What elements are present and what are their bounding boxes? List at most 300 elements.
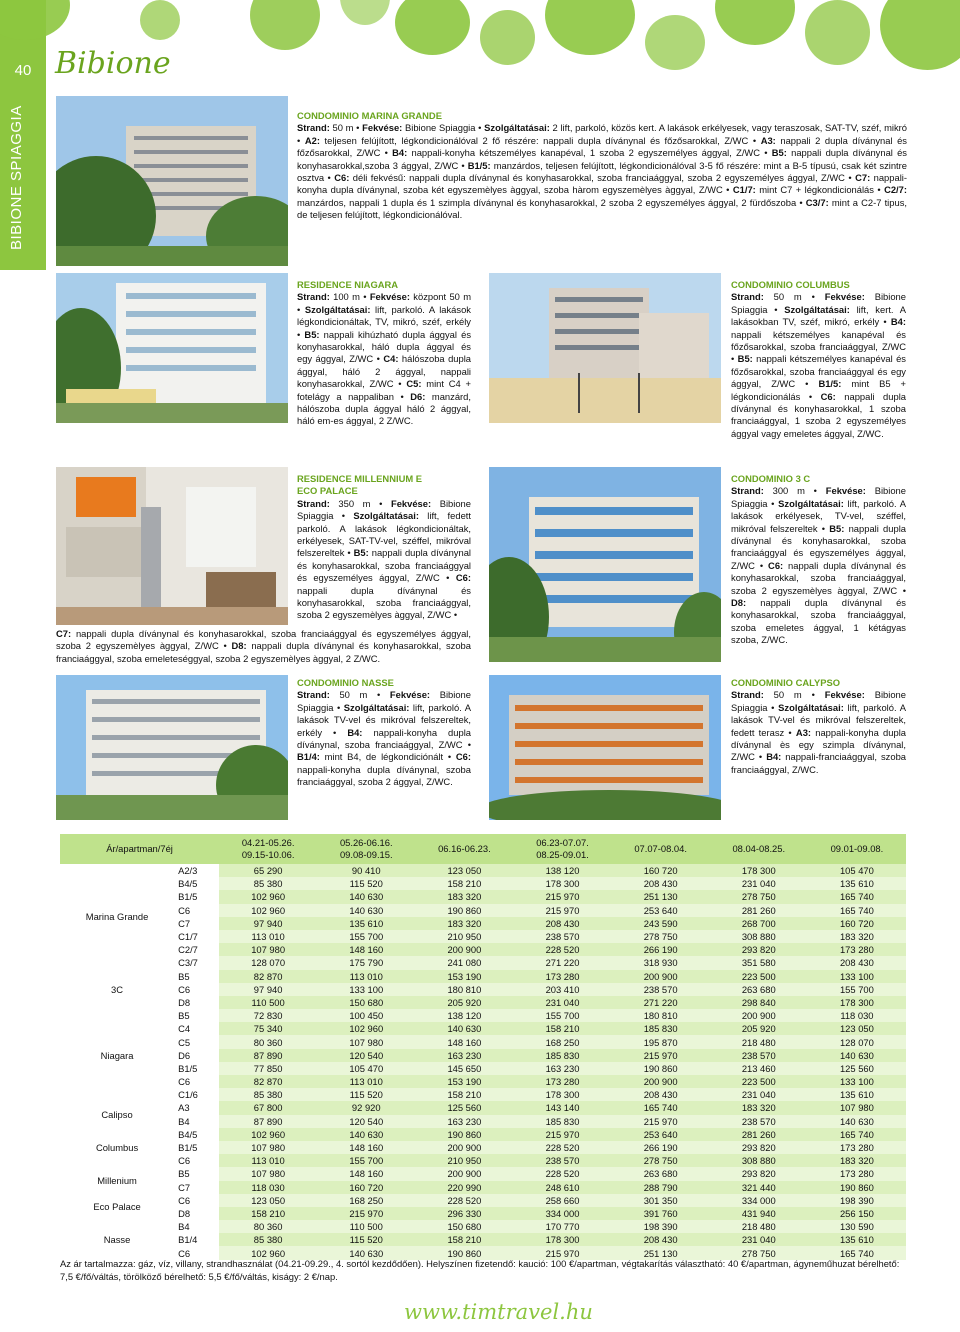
price-table-accommodation: Eco Palace	[60, 1194, 174, 1220]
price-table-cell: 72 830	[219, 1009, 317, 1022]
eco-palace-title: ECO PALACE	[297, 485, 358, 497]
price-table-cell: 210 950	[415, 1154, 513, 1167]
photo-millennium-interior	[56, 467, 288, 625]
price-table-cell: 102 960	[219, 890, 317, 903]
price-table-cell: 97 940	[219, 917, 317, 930]
price-table-row	[60, 877, 906, 890]
price-table-cell: 183 320	[710, 1101, 808, 1114]
price-table-apartment-type: C1/6	[174, 1088, 219, 1101]
price-table-cell: 238 570	[612, 983, 710, 996]
price-table-cell: 301 350	[612, 1194, 710, 1207]
price-table-cell: 215 970	[612, 1115, 710, 1128]
price-table-cell: 190 860	[415, 1128, 513, 1141]
price-table-cell: 82 870	[219, 970, 317, 983]
price-table-cell: 77 850	[219, 1062, 317, 1075]
price-table-cell: 105 470	[808, 864, 906, 877]
price-table-row	[60, 904, 906, 917]
niagara-description: RESIDENCE NIAGARA Strand: 100 m • Fekvése: központ 50 m • Szolgáltatásai: lift, parkoló. A lakások légkondicionáltak, TV, mikró, széf, erkély • B5: nappali kihúzható dupla ággyal és konyhasarokkal, háló dupla ággyal és egy ággyal, Z/WC • C4: hálószoba dupla ággyal, háló 2 ággyal, nappali konyhasarokkal, Z/WC • C5: mint C4 + fotelágy a nappaliban • D6: manzárd, hálószoba dupla ággyal háló 2 ággyal, háló em-es ággyal, 2 Z/WC.	[297, 279, 472, 427]
price-table-cell: 173 280	[513, 1075, 611, 1088]
price-table-cell: 110 500	[219, 996, 317, 1009]
price-table-cell: 165 740	[808, 1128, 906, 1141]
price-table-accommodation: Calipso	[60, 1101, 174, 1127]
columbus-description: CONDOMINIO COLUMBUS Strand: 50 m • Fekvése: Bibione Spiaggia • Szolgáltatásai: lift, kert. A lakásokban TV, széf, mikró, erkély • B4: nappali kétszemélyes kanapéval és főzősarokkal, szoba franciaággyal, Z/WC • B5: nappali kétszemélyes kanapéval és főzősarokkal, szoba franciaággyal és egy ággyal, Z/WC • B1/5: mint B5 + légkondicionálás • C6: nappali dupla díványnal és konyhasarokkal, 1 szoba franciaággyal, 1 szoba 2 egyszemélyes ággyal vagy emeletes ággyal, Z/WC.	[731, 279, 906, 439]
price-table-cell: 135 610	[808, 1088, 906, 1101]
price-table-cell: 238 570	[710, 1049, 808, 1062]
price-table-apartment-type: B4/5	[174, 877, 219, 890]
price-table-cell: 165 740	[808, 1246, 906, 1259]
price-table-cell: 228 520	[513, 943, 611, 956]
price-table-cell: 158 210	[415, 1088, 513, 1101]
price-table-corner: Ár/apartman/7éj	[60, 834, 219, 864]
photo-condominio-nasse	[56, 675, 288, 820]
price-table-row	[60, 1049, 906, 1062]
price-table-cell: 205 920	[415, 996, 513, 1009]
price-table-cell: 190 860	[415, 1246, 513, 1259]
price-table-cell: 118 030	[219, 1181, 317, 1194]
price-table-cell: 205 920	[710, 1022, 808, 1035]
price-table-cell: 263 680	[710, 983, 808, 996]
price-table-cell: 67 800	[219, 1101, 317, 1114]
price-table-apartment-type: C5	[174, 1035, 219, 1048]
price-table-cell: 125 560	[808, 1062, 906, 1075]
price-table-apartment-type: C7	[174, 1181, 219, 1194]
price-table-cell: 208 430	[612, 1088, 710, 1101]
price-table-cell: 123 050	[415, 864, 513, 877]
price-table-cell: 107 980	[219, 1167, 317, 1180]
price-table-cell: 105 470	[317, 1062, 415, 1075]
price-table-cell: 256 150	[808, 1207, 906, 1220]
price-table-apartment-type: A2/3	[174, 864, 219, 877]
photo-marina-grande	[56, 96, 288, 266]
price-table-cell: 120 540	[317, 1049, 415, 1062]
destination-logo: Bibione	[55, 46, 171, 81]
price-table-cell: 115 520	[317, 1088, 415, 1101]
price-table-cell: 107 980	[219, 943, 317, 956]
price-table-apartment-type: B1/5	[174, 1062, 219, 1075]
price-table-cell: 140 630	[317, 904, 415, 917]
price-table-apartment-type: B4	[174, 1115, 219, 1128]
price-table-cell: 165 740	[612, 1101, 710, 1114]
price-table-cell: 173 280	[513, 970, 611, 983]
price-table-cell: 258 660	[513, 1194, 611, 1207]
price-table-apartment-type: C6	[174, 1194, 219, 1207]
price-table-row	[60, 1062, 906, 1075]
price-table-cell: 215 970	[317, 1207, 415, 1220]
decorative-circles	[0, 0, 960, 110]
website-url: www.timtravel.hu	[404, 1300, 593, 1324]
price-table-cell: 241 080	[415, 956, 513, 969]
niagara-title: RESIDENCE NIAGARA	[297, 279, 399, 290]
price-table-cell: 334 000	[513, 1207, 611, 1220]
price-table-row	[60, 1088, 906, 1101]
price-table-cell: 135 610	[808, 877, 906, 890]
price-table-cell: 334 000	[710, 1194, 808, 1207]
price-table-row	[60, 1141, 906, 1154]
price-table-cell: 431 940	[710, 1207, 808, 1220]
price-table-cell: 133 100	[808, 1075, 906, 1088]
price-table-cell: 85 380	[219, 1088, 317, 1101]
price-table-period-header: 06.23-07.07. 08.25-09.01.	[513, 834, 611, 864]
price-table-cell: 178 300	[513, 1088, 611, 1101]
price-table-cell: 107 980	[808, 1101, 906, 1114]
price-table-cell: 153 190	[415, 1075, 513, 1088]
price-table-cell: 266 190	[612, 1141, 710, 1154]
price-table-row	[60, 956, 906, 969]
price-table-cell: 281 260	[710, 1128, 808, 1141]
price-table-cell: 153 190	[415, 970, 513, 983]
price-table-cell: 145 650	[415, 1062, 513, 1075]
price-table-cell: 148 160	[415, 1035, 513, 1048]
price-table-cell: 278 750	[710, 1246, 808, 1259]
price-table-cell: 215 970	[513, 1128, 611, 1141]
price-table-cell: 160 720	[808, 917, 906, 930]
price-table-apartment-type: D8	[174, 1207, 219, 1220]
price-table-apartment-type: C7	[174, 917, 219, 930]
price-table-accommodation: Nasse	[60, 1220, 174, 1260]
price-table-cell: 253 640	[612, 904, 710, 917]
price-table-period-header: 04.21-05.26. 09.15-10.06.	[219, 834, 317, 864]
price-table-cell: 113 010	[219, 1154, 317, 1167]
page-number: 40	[14, 62, 32, 79]
price-table-cell: 293 820	[710, 1141, 808, 1154]
price-table-apartment-type: D6	[174, 1049, 219, 1062]
price-table-cell: 200 900	[415, 1141, 513, 1154]
photo-condominio-3c	[489, 467, 721, 662]
price-table-cell: 155 700	[513, 1009, 611, 1022]
price-table-cell: 135 610	[808, 1233, 906, 1246]
price-table-apartment-type: C6	[174, 1154, 219, 1167]
price-table-cell: 173 280	[808, 1167, 906, 1180]
price-table-apartment-type: C4	[174, 1022, 219, 1035]
price-table-cell: 266 190	[612, 943, 710, 956]
price-table-cell: 198 390	[612, 1220, 710, 1233]
price-table-cell: 123 050	[219, 1194, 317, 1207]
price-table-cell: 155 700	[317, 930, 415, 943]
price-table-row	[60, 1233, 906, 1246]
price-table-apartment-type: B4/5	[174, 1128, 219, 1141]
price-table-apartment-type: B5	[174, 970, 219, 983]
photo-condominio-calypso	[489, 675, 721, 820]
price-table-cell: 200 900	[710, 1009, 808, 1022]
photo-residence-niagara	[56, 273, 288, 423]
price-table-cell: 168 250	[317, 1194, 415, 1207]
price-table-row	[60, 983, 906, 996]
side-label: BIBIONE SPIAGGIA	[8, 105, 25, 250]
price-table-period-header: 05.26-06.16. 09.08-09.15.	[317, 834, 415, 864]
price-table-cell: 155 700	[808, 983, 906, 996]
price-table-cell: 238 570	[710, 1115, 808, 1128]
price-table-cell: 213 460	[710, 1062, 808, 1075]
price-table-cell: 200 900	[612, 970, 710, 983]
price-table-cell: 100 450	[317, 1009, 415, 1022]
price-table-cell: 223 500	[710, 970, 808, 983]
price-table-cell: 351 580	[710, 956, 808, 969]
price-table-cell: 113 010	[219, 930, 317, 943]
price-table-cell: 140 630	[415, 1022, 513, 1035]
price-table-cell: 200 900	[415, 1167, 513, 1180]
price-table-row	[60, 996, 906, 1009]
price-table-cell: 80 360	[219, 1035, 317, 1048]
price-table-cell: 158 210	[513, 1022, 611, 1035]
price-table-cell: 123 050	[808, 1022, 906, 1035]
price-table-cell: 85 380	[219, 877, 317, 890]
price-table-cell: 231 040	[710, 1088, 808, 1101]
price-table-cell: 160 720	[612, 864, 710, 877]
price-table-cell: 102 960	[219, 904, 317, 917]
price-table-cell: 208 430	[612, 1233, 710, 1246]
price-table-cell: 220 990	[415, 1181, 513, 1194]
condominio-3c-description: CONDOMINIO 3 C Strand: 300 m • Fekvése: Bibione Spiaggia • Szolgáltatásai: lift, parkoló. A lakások erkélyesek, TV-vel, széffel, mikróval felszereltek • B5: nappali dupla díványnal és konyhasarokkal, szoba franciaággyal és egyszemélyes ággyal, Z/WC • C6: nappali dupla díványnal és konyhasarokkal, szoba franciaággyal, szoba 2 egyszemèlyes àggyal, Z/WC • D8: nappali dupla díványnal és konyhasarokkal, szoba franciaággyal, szoba emeletes ággyal, 1 kétágyas szoba, Z/WC.	[731, 473, 906, 646]
nasse-description: CONDOMINIO NASSE Strand: 50 m • Fekvése: Bibione Spiaggia • Szolgáltatásai: lift, parkoló. A lakások TV-vel és mikróval felszereltek, erkély • B4: nappali-konyha dupla díványnal, szoba franciaággyal, Z/WC • B1/4: mint B4, de légkondiciónált • C6: nappali-konyha dupla díványnal, szoba franciaággyal, szoba 2 ággyal, Z/WC.	[297, 677, 472, 788]
price-table-cell: 92 920	[317, 1101, 415, 1114]
price-table-cell: 165 740	[808, 904, 906, 917]
price-table-accommodation: Niagara	[60, 1009, 174, 1101]
price-table-apartment-type: B1/5	[174, 1141, 219, 1154]
price-table-cell: 208 430	[612, 877, 710, 890]
price-table-cell: 228 520	[415, 1194, 513, 1207]
price-table-cell: 135 610	[317, 917, 415, 930]
price-table-cell: 200 900	[612, 1075, 710, 1088]
price-table-cell: 90 410	[317, 864, 415, 877]
price-table-cell: 183 320	[415, 890, 513, 903]
price-table-header	[60, 834, 906, 864]
price-table-cell: 140 630	[317, 890, 415, 903]
price-table-cell: 150 680	[415, 1220, 513, 1233]
price-table-cell: 268 700	[710, 917, 808, 930]
price-table-cell: 223 500	[710, 1075, 808, 1088]
calypso-description: CONDOMINIO CALYPSO Strand: 50 m • Fekvése: Bibione Spiaggia • Szolgáltatásai: lift, parkoló. A lakások TV-vel és mikróval felszereltek, fedett terasz • A3: nappali-konyha dupla díványnal ès egy szimpla díványnal, Z/WC • B4: nappali-franciaággyal, szoba franciaággyal, Z/WC.	[731, 677, 906, 775]
price-table-cell: 178 300	[808, 996, 906, 1009]
price-table-cell: 160 720	[317, 1181, 415, 1194]
price-table-cell: 107 980	[219, 1141, 317, 1154]
price-table-cell: 210 950	[415, 930, 513, 943]
price-table-cell: 85 380	[219, 1233, 317, 1246]
price-table-cell: 278 750	[612, 1154, 710, 1167]
price-table-cell: 215 970	[513, 890, 611, 903]
price-table-cell: 125 560	[415, 1101, 513, 1114]
price-table-cell: 185 830	[513, 1049, 611, 1062]
price-table-cell: 183 320	[808, 1154, 906, 1167]
price-table-cell: 148 160	[317, 1167, 415, 1180]
price-table-cell: 133 100	[808, 970, 906, 983]
price-table-cell: 113 010	[317, 970, 415, 983]
price-table-row	[60, 943, 906, 956]
millennium-description-continued: C7: nappali dupla díványnal és konyhasarokkal, szoba franciaággyal és egyszemélyes ággyal, szoba 2 egyszemèlyes àggyal, Z/WC • D8: nappali dupla díványnal és konyhasarokkal, szoba franciaággyal, szoba emeleteséggyal, szoba 2 egyszemèlyes àggyal, 2 Z/WC.	[56, 628, 471, 664]
price-table-cell: 185 830	[612, 1022, 710, 1035]
price-table-cell: 175 790	[317, 956, 415, 969]
price-table-cell: 155 700	[317, 1154, 415, 1167]
price-table-cell: 102 960	[219, 1246, 317, 1259]
price-table-cell: 138 120	[415, 1009, 513, 1022]
price-table-apartment-type: B1/5	[174, 890, 219, 903]
price-table-cell: 75 340	[219, 1022, 317, 1035]
price-table-cell: 248 610	[513, 1181, 611, 1194]
price-table-row	[60, 1101, 906, 1114]
price-table-cell: 87 890	[219, 1049, 317, 1062]
price-table-apartment-type: C1/7	[174, 930, 219, 943]
price-table-cell: 128 070	[219, 956, 317, 969]
price-footnote: Az ár tartalmazza: gáz, víz, villany, strandhasználat (04.21-09.29., 4. sortól kezdődően). Helyszínen fizetendő: kaució: 100 €/apartman, végtakarítás választható: 40 €/apartman, ágyneműhuzat bérelhető: 7,5 €/fő/váltás, törölköző bérelhető: 5,5 €/fő/váltás, kiságy: 2 €/nap.	[60, 1258, 900, 1282]
price-table-cell: 163 230	[415, 1049, 513, 1062]
price-table-cell: 138 120	[513, 864, 611, 877]
price-table-cell: 215 970	[513, 1246, 611, 1259]
price-table-cell: 228 520	[513, 1167, 611, 1180]
price-table-cell: 113 010	[317, 1075, 415, 1088]
price-table-row	[60, 1167, 906, 1180]
marina-grande-title: CONDOMINIO MARINA GRANDE	[297, 110, 442, 121]
price-table-cell: 148 160	[317, 1141, 415, 1154]
price-table-row	[60, 930, 906, 943]
price-table-cell: 271 220	[513, 956, 611, 969]
price-table-cell: 318 930	[612, 956, 710, 969]
price-table-row	[60, 1181, 906, 1194]
price-table-apartment-type: C3/7	[174, 956, 219, 969]
price-table-cell: 278 750	[612, 930, 710, 943]
price-table-row	[60, 1154, 906, 1167]
calypso-title: CONDOMINIO CALYPSO	[731, 677, 841, 688]
price-table-cell: 231 040	[710, 877, 808, 890]
price-table-cell: 158 210	[415, 877, 513, 890]
price-table-cell: 231 040	[513, 996, 611, 1009]
price-table-cell: 238 570	[513, 1154, 611, 1167]
price-table-cell: 185 830	[513, 1115, 611, 1128]
price-table-cell: 150 680	[317, 996, 415, 1009]
price-table-cell: 140 630	[808, 1049, 906, 1062]
price-table-cell: 110 500	[317, 1220, 415, 1233]
price-table-cell: 293 820	[710, 1167, 808, 1180]
price-table-row	[60, 1115, 906, 1128]
price-table-row	[60, 864, 906, 877]
price-table-cell: 208 430	[513, 917, 611, 930]
price-table-cell: 140 630	[317, 1128, 415, 1141]
price-table-cell: 190 860	[808, 1181, 906, 1194]
price-table-cell: 180 810	[415, 983, 513, 996]
price-table-cell: 238 570	[513, 930, 611, 943]
price-table-cell: 158 210	[415, 1233, 513, 1246]
price-table-cell: 102 960	[219, 1128, 317, 1141]
price-table-cell: 195 870	[612, 1035, 710, 1048]
price-table-accommodation: Columbus	[60, 1128, 174, 1168]
price-table-cell: 163 230	[415, 1115, 513, 1128]
photo-condominio-columbus	[489, 273, 721, 423]
price-table-cell: 140 630	[317, 1246, 415, 1259]
price-table-cell: 140 630	[808, 1115, 906, 1128]
price-table-cell: 65 290	[219, 864, 317, 877]
price-table-cell: 173 280	[808, 943, 906, 956]
millennium-title: RESIDENCE MILLENNIUM E	[297, 473, 423, 484]
price-table-cell: 251 130	[612, 1246, 710, 1259]
nasse-title: CONDOMINIO NASSE	[297, 677, 394, 688]
price-table-apartment-type: C6	[174, 983, 219, 996]
price-table-cell: 215 970	[513, 904, 611, 917]
price-table-cell: 231 040	[710, 1233, 808, 1246]
price-table-apartment-type: B5	[174, 1167, 219, 1180]
price-table-row	[60, 1022, 906, 1035]
price-table-cell: 208 430	[808, 956, 906, 969]
price-table-accommodation: Millenium	[60, 1167, 174, 1193]
price-table-cell: 228 520	[513, 1141, 611, 1154]
price-table-cell: 293 820	[710, 943, 808, 956]
price-table-cell: 218 480	[710, 1220, 808, 1233]
price-table-apartment-type: C6	[174, 1246, 219, 1259]
price-table-cell: 80 360	[219, 1220, 317, 1233]
price-table-cell: 308 880	[710, 930, 808, 943]
price-table-cell: 178 300	[710, 864, 808, 877]
price-table-period-header: 09.01-09.08.	[808, 834, 906, 864]
price-table-row	[60, 1194, 906, 1207]
price-table-cell: 82 870	[219, 1075, 317, 1088]
price-table-cell: 391 760	[612, 1207, 710, 1220]
price-table-cell: 115 520	[317, 877, 415, 890]
marina-grande-description: CONDOMINIO MARINA GRANDE Strand: 50 m • Fekvése: Bibione Spiaggia • Szolgáltatásai: 2 lift, parkoló, közös kert. A lakások erkélyesek, vagy teraszosak, SAT-TV, széf, mikró • A2: teljesen felújított, légkondicionálóval 2 fő részére: nappali dupla díványnal és főzősarokkal, Z/WC • A3: nappali 2 dupla díványnal és főzősarokkal, Z/WC • B4: nappali-konyha kétszemélyes kanapéval, 1 szoba 2 egyszemélyes ággyal, Z/WC • B5: nappali dupla díványnal és konyhasarokkal,szoba 3 ággyal, Z/WC • B1/5: manzárdos, teljesen felújított, légkondicionálóval 3-5 fő részére: mint a B-5 típusú, csak két szintre osztva • C6: déli fekvésű: nappali dupla díványnal és konyhasarokkal, szoba franciaággyal, szoba 2 egyszemélyes ággyal, Z/WC • C7: nappali-konyha dupla díványnal, szoba két egyszemèlyes àggyal, szoba hàrom egyszemèlyes àggyal, Z/WC • C1/7: mint C7 + légkondicionálás • C2/7: manzárdos, nappali 1 dupla és 1 szimpla díványnal és konyhasarokkal, 2 szoba 2 egyszemélyes ággyal, 2 fürdőszoba • C3/7: mint a C2-7 tipus, de teljesen felújított, légkondicionálóval.	[297, 110, 907, 221]
price-table-apartment-type: D8	[174, 996, 219, 1009]
price-table-row	[60, 1075, 906, 1088]
price-table-cell: 281 260	[710, 904, 808, 917]
price-table-cell: 107 980	[317, 1035, 415, 1048]
price-table-row	[60, 1035, 906, 1048]
price-table-period-header: 06.16-06.23.	[415, 834, 513, 864]
price-table-period-header: 08.04-08.25.	[710, 834, 808, 864]
price-table-row	[60, 1207, 906, 1220]
price-table-cell: 215 970	[612, 1049, 710, 1062]
price-table-cell: 308 880	[710, 1154, 808, 1167]
price-table-cell: 87 890	[219, 1115, 317, 1128]
price-table-apartment-type: C2/7	[174, 943, 219, 956]
price-table-cell: 118 030	[808, 1009, 906, 1022]
price-table-cell: 253 640	[612, 1128, 710, 1141]
price-table-apartment-type: B1/4	[174, 1233, 219, 1246]
millennium-description: RESIDENCE MILLENNIUM E ECO PALACE Strand: 350 m • Fekvése: Bibione Spiaggia • Szolgáltatásai: lift, fedett parkoló. A lakások légkondicionáltak, erkélyesek, SAT-TV-vel, széffel, mikróval felszereltek • B5: nappali dupla díványnal és konyhasarokkal, szoba franciaággyal és egyszemélyes ággyal, Z/WC • C6: nappali dupla díványnal és konyhasarokkal, szoba franciaággyal, szoba 2 egyszemèlyes àggyal, Z/WC •	[297, 473, 471, 621]
price-table-cell: 180 810	[612, 1009, 710, 1022]
price-table-cell: 190 860	[612, 1062, 710, 1075]
price-table-cell: 203 410	[513, 983, 611, 996]
price-table-cell: 288 790	[612, 1181, 710, 1194]
price-table-cell: 251 130	[612, 890, 710, 903]
price-table-cell: 200 900	[415, 943, 513, 956]
price-table-cell: 271 220	[612, 996, 710, 1009]
price-table-cell: 298 840	[710, 996, 808, 1009]
price-table-cell: 170 770	[513, 1220, 611, 1233]
price-table-cell: 128 070	[808, 1035, 906, 1048]
price-table-cell: 158 210	[219, 1207, 317, 1220]
price-table-cell: 120 540	[317, 1115, 415, 1128]
price-table-apartment-type: C6	[174, 1075, 219, 1088]
price-table-row	[60, 1009, 906, 1022]
price-table-cell: 296 330	[415, 1207, 513, 1220]
price-table-row	[60, 1128, 906, 1141]
columbus-title: CONDOMINIO COLUMBUS	[731, 279, 850, 290]
price-table-cell: 143 140	[513, 1101, 611, 1114]
price-table-cell: 183 320	[415, 917, 513, 930]
price-table-cell: 263 680	[612, 1167, 710, 1180]
price-table-cell: 183 320	[808, 930, 906, 943]
price-table-cell: 148 160	[317, 943, 415, 956]
price-table-cell: 198 390	[808, 1194, 906, 1207]
price-table-accommodation: Marina Grande	[60, 864, 174, 970]
price-table-cell: 163 230	[513, 1062, 611, 1075]
price-table-cell: 278 750	[710, 890, 808, 903]
price-table-cell: 190 860	[415, 904, 513, 917]
price-table-cell: 97 940	[219, 983, 317, 996]
price-table-period-header: 07.07-08.04.	[612, 834, 710, 864]
price-table-cell: 178 300	[513, 877, 611, 890]
price-table-apartment-type: B4	[174, 1220, 219, 1233]
price-table-row	[60, 1220, 906, 1233]
price-table-cell: 133 100	[317, 983, 415, 996]
price-table-cell: 102 960	[317, 1022, 415, 1035]
price-table-cell: 178 300	[513, 1233, 611, 1246]
price-table-apartment-type: B5	[174, 1009, 219, 1022]
